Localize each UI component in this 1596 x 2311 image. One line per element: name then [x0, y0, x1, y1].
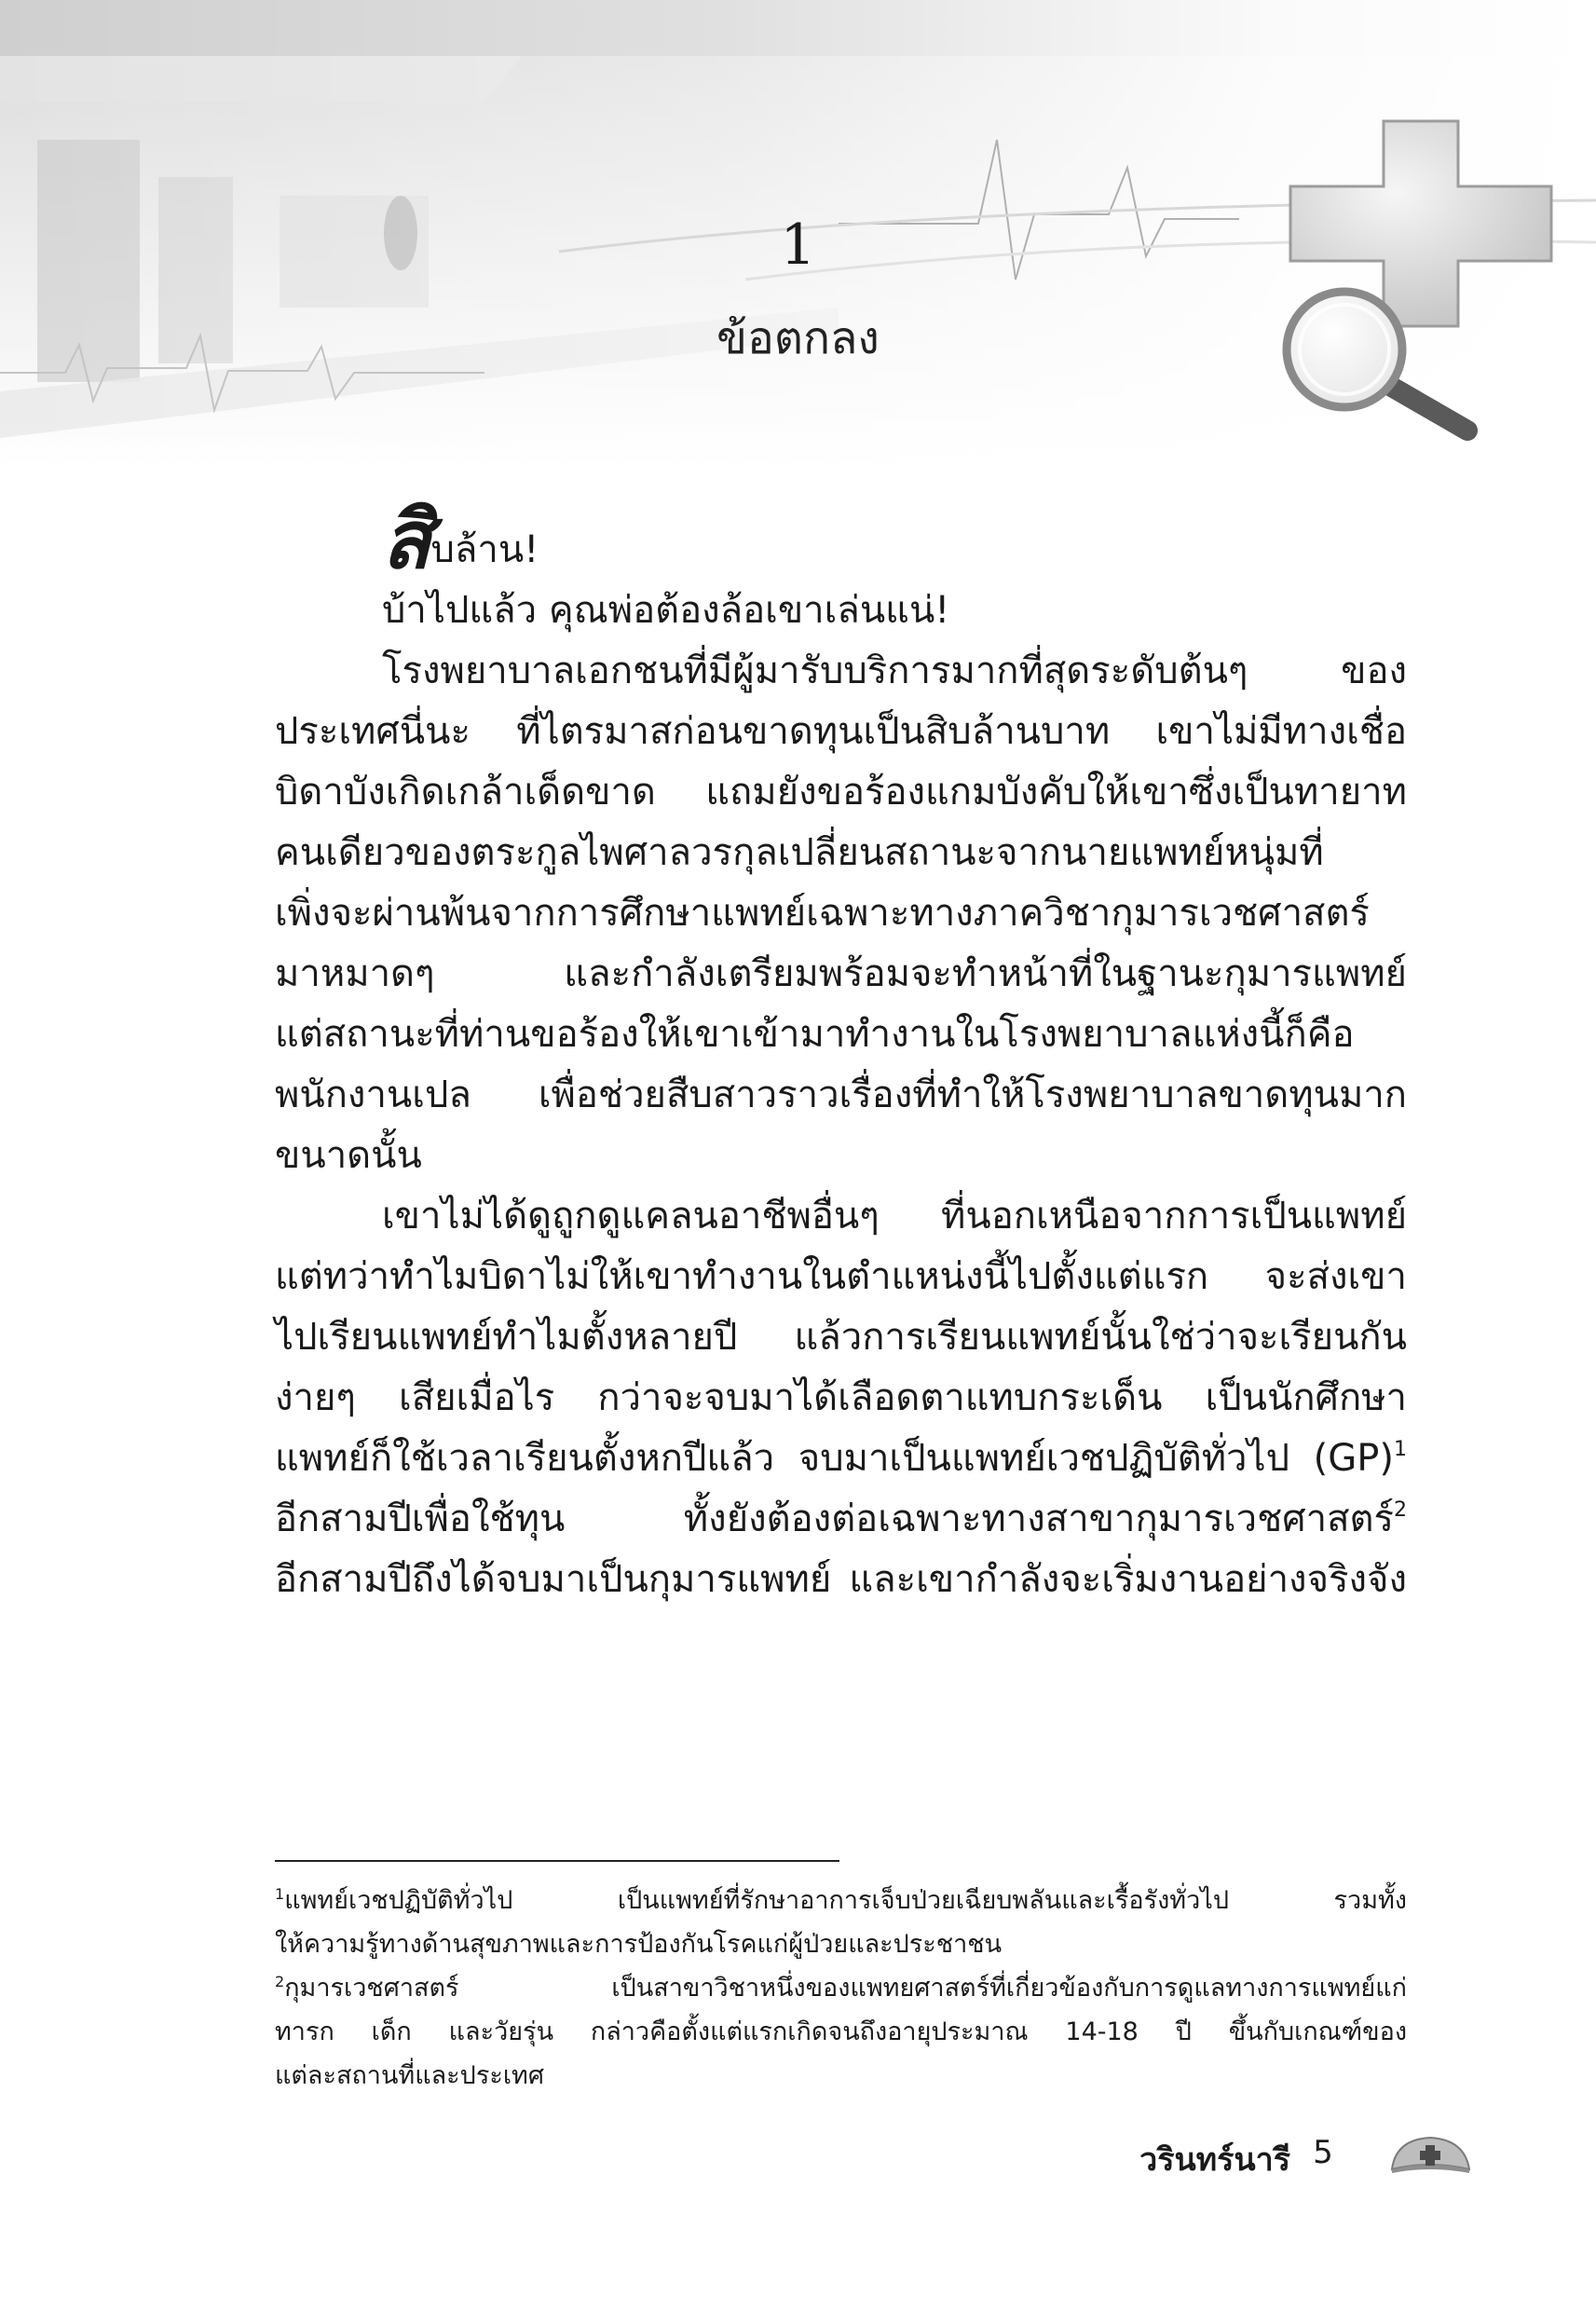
line-text: แพทย์ก็ใช้เวลาเรียนตั้งหกปีแล้ว จบมาเป็นแพทย์เวชปฏิบัติทั่วไป (GP): [275, 1437, 1394, 1480]
opening-line: [275, 494, 1407, 587]
footnote-2-line: [275, 1966, 1407, 2010]
footer-book-name: วรินทร์นารี: [1139, 2141, 1290, 2179]
paragraph-line: แต่ทว่าทำไมบิดาไม่ให้เขาทำงานในตำแหน่งนี้ไปตั้งแต่แรก จะส่งเขา: [275, 1255, 1407, 1298]
footnote-1-line: ให้ความรู้ทางด้านสุขภาพและการป้องกันโรคแก่ผู้ป่วยและประชาชน: [275, 1930, 1003, 1959]
paragraph-line: พนักงานเปล เพื่อช่วยสืบสาวราวเรื่องที่ทำให้โรงพยาบาลขาดทุนมาก: [275, 1073, 1407, 1116]
page-number: 5: [1313, 2134, 1333, 2171]
chapter-number: 1: [780, 212, 816, 278]
chapter-title: ข้อตกลง: [716, 312, 880, 364]
paragraph-line: ประเทศนี่นะ ที่ไตรมาสก่อนขาดทุนเป็นสิบล้านบาท เขาไม่มีทางเชื่อ: [275, 710, 1407, 753]
paragraph-line: บิดาบังเกิดเกล้าเด็ดขาด แถมยังขอร้องแกมบังคับให้เขาซึ่งเป็นทายาท: [275, 771, 1407, 814]
paragraph-line: ง่ายๆ เสียเมื่อไร กว่าจะจบมาได้เลือดตาแทบกระเด็น เป็นนักศึกษา: [275, 1376, 1407, 1419]
paragraph-line: แต่สถานะที่ท่านขอร้องให้เขาเข้ามาทำงานในโรงพยาบาลแห่งนี้ก็คือ: [275, 1013, 1355, 1056]
paragraph-line: เขาไม่ได้ดูถูกดูแคลนอาชีพอื่นๆ ที่นอกเหนือจากการเป็นแพทย์: [382, 1195, 1407, 1238]
paragraph-line: [275, 1429, 1407, 1489]
footnote-text: กุมารเวชศาสตร์ เป็นสาขาวิชาหนึ่งของแพทยศาสตร์ที่เกี่ยวข้องกับการดูแลทางการแพทย์แก่: [284, 1974, 1407, 2003]
footnote-1-line: [275, 1879, 1407, 1922]
paragraph-line: ไปเรียนแพทย์ทำไมตั้งหลายปี แล้วการเรียนแพทย์นั้นใช่ว่าจะเรียนกัน: [275, 1316, 1407, 1359]
paragraph-line: อีกสามปีถึงได้จบมาเป็นกุมารแพทย์ และเขากำลังจะเริ่มงานอย่างจริงจัง: [275, 1558, 1407, 1601]
paragraph-line: บ้าไปแล้ว คุณพ่อต้องล้อเขาเล่นแน่!: [382, 589, 950, 632]
footnote-divider: [275, 1860, 839, 1862]
footnote-text: แพทย์เวชปฏิบัติทั่วไป เป็นแพทย์ที่รักษาอาการเจ็บป่วยเฉียบพลันและเรื้อรังทั่วไป รวมทั้ง: [284, 1886, 1407, 1915]
footnotes: [275, 1879, 1407, 2098]
paragraph-line: [275, 1489, 1407, 1550]
line-text: อีกสามปีเพื่อใช้ทุน ทั้งยังต้องต่อเฉพาะทางสาขากุมารเวชศาสตร์: [275, 1497, 1394, 1540]
drop-cap: สิ: [382, 494, 431, 587]
paragraph-line: คนเดียวของตระกูลไพศาลวรกุลเปลี่ยนสถานะจากนายแพทย์หนุ่มที่: [275, 831, 1324, 874]
opening-text: บล้าน!: [430, 528, 539, 571]
footnote-mark: 2: [275, 1973, 285, 1990]
footnote-mark: 1: [275, 1885, 285, 1903]
footnote-ref-2[interactable]: 2: [1394, 1498, 1407, 1522]
paragraph-line: โรงพยาบาลเอกชนที่มีผู้มารับบริการมากที่สุดระดับต้นๆ ของ: [382, 650, 1407, 692]
body-text: [275, 494, 1407, 1610]
footnote-2-line: แต่ละสถานที่และประเทศ: [275, 2061, 544, 2090]
paragraph-line: มาหมาดๆ และกำลังเตรียมพร้อมจะทำหน้าที่ในฐานะกุมารแพทย์: [275, 952, 1407, 995]
nurse-cap-icon: [1386, 2132, 1475, 2177]
paragraph-line: ขนาดนั้น: [275, 1134, 422, 1177]
paragraph-line: เพิ่งจะผ่านพ้นจากการศึกษาแพทย์เฉพาะทางภาควิชากุมารเวชศาสตร์: [275, 892, 1370, 935]
footnote-ref-1[interactable]: 1: [1394, 1438, 1407, 1461]
footnote-2-line: ทารก เด็ก และวัยรุ่น กล่าวคือตั้งแต่แรกเกิดจนถึงอายุประมาณ 14-18 ปี ขึ้นกับเกณฑ์ของ: [275, 2017, 1407, 2046]
